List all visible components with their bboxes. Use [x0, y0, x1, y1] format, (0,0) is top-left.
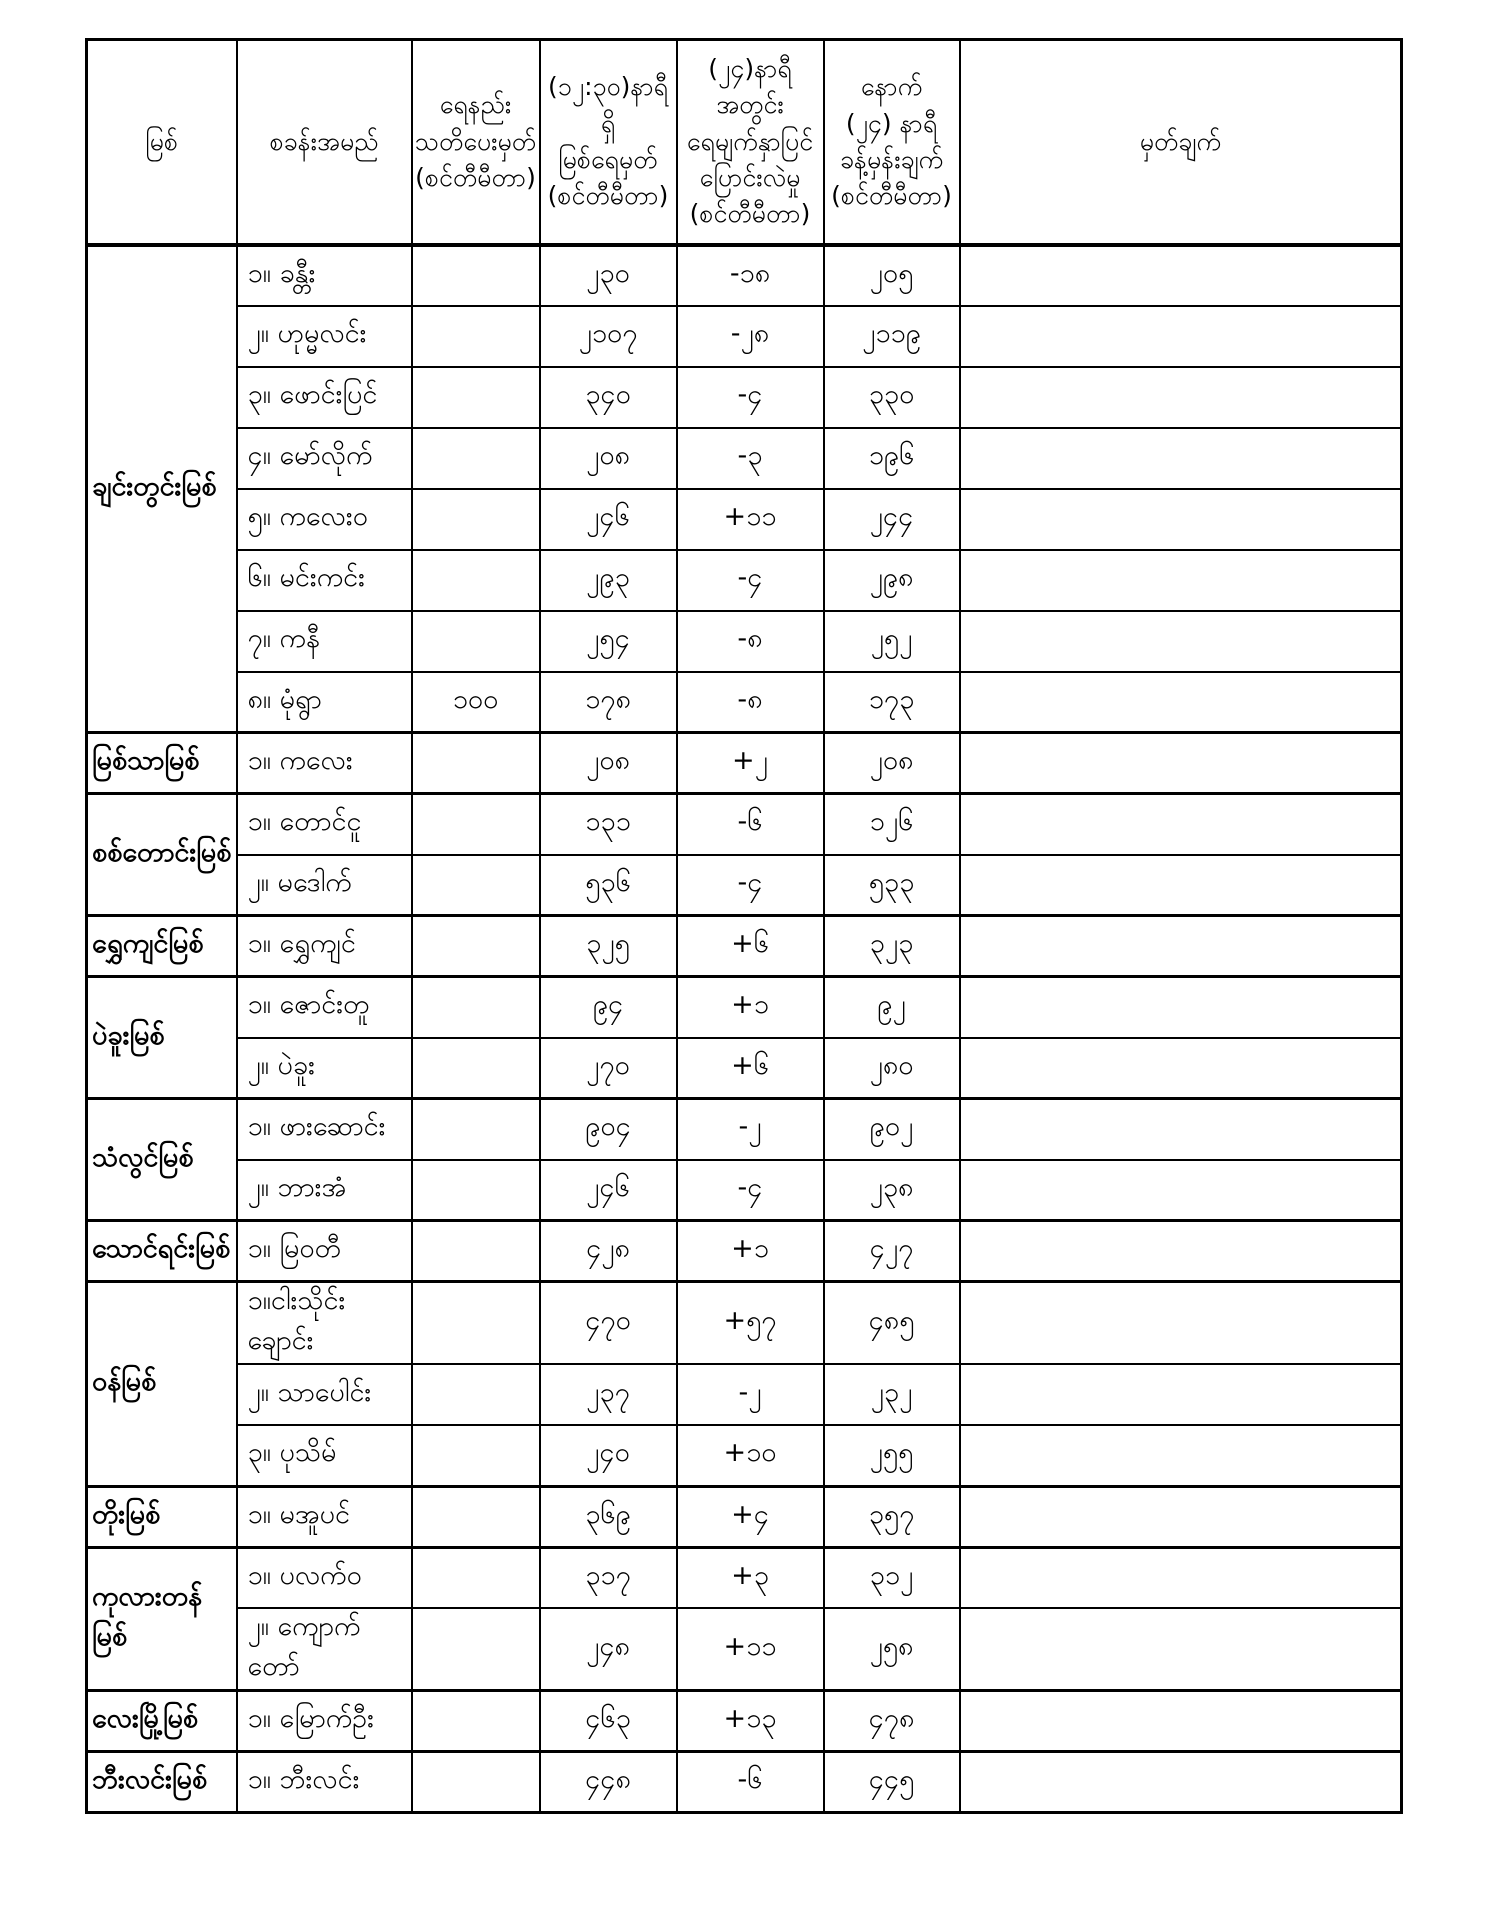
col-header-forecast: နောက် (၂၄) နာရီ ခန့်မှန်းချက် (စင်တီမီတာ)	[824, 40, 960, 245]
station-name-cell: ၇။ ကနီ	[237, 611, 412, 672]
change-24h-cell: -၈	[677, 611, 824, 672]
remark-cell	[960, 794, 1402, 855]
river-name-cell: ရွှေကျင်မြစ်	[87, 916, 237, 977]
warning-level-cell: ၁၀၀	[412, 672, 540, 733]
forecast-24h-cell: ၂၉၈	[824, 550, 960, 611]
table-row	[87, 1282, 1402, 1365]
forecast-24h-cell: ၂၃၈	[824, 1160, 960, 1221]
warning-level-cell	[412, 916, 540, 977]
forecast-24h-cell: ၃၂၃	[824, 916, 960, 977]
remark-cell	[960, 1038, 1402, 1099]
river-name-cell: ပဲခူးမြစ်	[87, 977, 237, 1099]
remark-cell	[960, 1160, 1402, 1221]
current-level-cell: ၂၁၀၇	[540, 306, 677, 367]
station-name-cell: ၁။ တောင်ငူ	[237, 794, 412, 855]
change-24h-cell: -၄	[677, 1160, 824, 1221]
warning-level-cell	[412, 611, 540, 672]
remark-cell	[960, 550, 1402, 611]
station-name-cell: ၂။ ကျောက်တော်	[237, 1608, 412, 1691]
current-level-cell: ၅၃၆	[540, 855, 677, 916]
remark-cell	[960, 916, 1402, 977]
col-header-current: (၁၂:၃၀)နာရီရှိ မြစ်ရေမှတ် (စင်တီမီတာ)	[540, 40, 677, 245]
current-level-cell: ၃၄၀	[540, 367, 677, 428]
station-name-cell: ၁။ ဘီးလင်း	[237, 1752, 412, 1813]
forecast-24h-cell: ၁၉၆	[824, 428, 960, 489]
remark-cell	[960, 428, 1402, 489]
current-level-cell: ၂၄၈	[540, 1608, 677, 1691]
river-name-cell: ဝန်မြစ်	[87, 1282, 237, 1487]
table-row	[87, 1425, 1402, 1486]
table-row	[87, 1364, 1402, 1425]
river-name-cell: တိုးမြစ်	[87, 1486, 237, 1547]
table-body	[87, 245, 1402, 1813]
station-name-cell: ၁။ မအူပင်	[237, 1486, 412, 1547]
remark-cell	[960, 1486, 1402, 1547]
table-row	[87, 916, 1402, 977]
river-name-cell: သံလွင်မြစ်	[87, 1099, 237, 1221]
remark-cell	[960, 1691, 1402, 1752]
forecast-24h-cell: ၂၅၈	[824, 1608, 960, 1691]
table-row	[87, 855, 1402, 916]
change-24h-cell: -၈	[677, 672, 824, 733]
table-row	[87, 489, 1402, 550]
warning-level-cell	[412, 367, 540, 428]
change-24h-cell: -၆	[677, 794, 824, 855]
table-row	[87, 672, 1402, 733]
col-header-change: (၂၄)နာရီအတွင်း ရေမျက်နှာပြင် ပြောင်းလဲမှု (စင်တီမီတာ)	[677, 40, 824, 245]
remark-cell	[960, 1099, 1402, 1160]
change-24h-cell: +၁၀	[677, 1425, 824, 1486]
station-name-cell: ၁။ ဇောင်းတူ	[237, 977, 412, 1038]
forecast-24h-cell: ၃၃၀	[824, 367, 960, 428]
table-row	[87, 428, 1402, 489]
forecast-24h-cell: ၄၇၈	[824, 1691, 960, 1752]
current-level-cell: ၃၆၉	[540, 1486, 677, 1547]
forecast-24h-cell: ၄၂၇	[824, 1221, 960, 1282]
change-24h-cell: -၃	[677, 428, 824, 489]
station-name-cell: ၂။ ဘားအံ	[237, 1160, 412, 1221]
forecast-24h-cell: ၂၁၁၉	[824, 306, 960, 367]
remark-cell	[960, 489, 1402, 550]
station-name-cell: ၁။ ဖားဆောင်း	[237, 1099, 412, 1160]
warning-level-cell	[412, 733, 540, 794]
current-level-cell: ၄၆၃	[540, 1691, 677, 1752]
station-name-cell: ၁။ ခန္တီး	[237, 245, 412, 306]
current-level-cell: ၂၀၈	[540, 428, 677, 489]
col-header-river: မြစ်	[87, 40, 237, 245]
river-name-cell: ဘီးလင်းမြစ်	[87, 1752, 237, 1813]
station-name-cell: ၂။ မဒေါက်	[237, 855, 412, 916]
current-level-cell: ၂၇၀	[540, 1038, 677, 1099]
warning-level-cell	[412, 428, 540, 489]
current-level-cell: ၂၄၆	[540, 489, 677, 550]
change-24h-cell: -၄	[677, 367, 824, 428]
table-row	[87, 1160, 1402, 1221]
station-name-cell: ၂။ ပဲခူး	[237, 1038, 412, 1099]
change-24h-cell: +၅၇	[677, 1282, 824, 1365]
current-level-cell: ၂၄၆	[540, 1160, 677, 1221]
change-24h-cell: +၁	[677, 1221, 824, 1282]
forecast-24h-cell: ၁၂၆	[824, 794, 960, 855]
current-level-cell: ၂၉၃	[540, 550, 677, 611]
remark-cell	[960, 367, 1402, 428]
current-level-cell: ၁၇၈	[540, 672, 677, 733]
forecast-24h-cell: ၂၄၄	[824, 489, 960, 550]
remark-cell	[960, 1425, 1402, 1486]
warning-level-cell	[412, 1608, 540, 1691]
table-row	[87, 611, 1402, 672]
forecast-24h-cell: ၂၅၂	[824, 611, 960, 672]
station-name-cell: ၁။ မြဝတီ	[237, 1221, 412, 1282]
current-level-cell: ၂၅၄	[540, 611, 677, 672]
remark-cell	[960, 672, 1402, 733]
warning-level-cell	[412, 245, 540, 306]
table-row	[87, 306, 1402, 367]
remark-cell	[960, 855, 1402, 916]
warning-level-cell	[412, 489, 540, 550]
current-level-cell: ၂၀၈	[540, 733, 677, 794]
river-name-cell: မြစ်သာမြစ်	[87, 733, 237, 794]
river-name-cell: လေးမြို့မြစ်	[87, 1691, 237, 1752]
current-level-cell: ၂၄၀	[540, 1425, 677, 1486]
col-header-warning: ရေနည်း သတိပေးမှတ် (စင်တီမီတာ)	[412, 40, 540, 245]
warning-level-cell	[412, 1486, 540, 1547]
forecast-24h-cell: ၂၅၅	[824, 1425, 960, 1486]
remark-cell	[960, 1364, 1402, 1425]
table-row	[87, 1547, 1402, 1608]
warning-level-cell	[412, 1221, 540, 1282]
forecast-24h-cell: ၄၈၅	[824, 1282, 960, 1365]
warning-level-cell	[412, 550, 540, 611]
change-24h-cell: +၂	[677, 733, 824, 794]
river-name-cell: ကုလားတန်မြစ်	[87, 1547, 237, 1691]
table-row	[87, 550, 1402, 611]
remark-cell	[960, 1221, 1402, 1282]
forecast-24h-cell: ၃၁၂	[824, 1547, 960, 1608]
change-24h-cell: +၃	[677, 1547, 824, 1608]
remark-cell	[960, 1282, 1402, 1365]
remark-cell	[960, 1752, 1402, 1813]
change-24h-cell: +၁၃	[677, 1691, 824, 1752]
station-name-cell: ၁။ ရွှေကျင်	[237, 916, 412, 977]
change-24h-cell: -၂	[677, 1364, 824, 1425]
station-name-cell: ၁။ငါးသိုင်းချောင်း	[237, 1282, 412, 1365]
forecast-24h-cell: ၉၂	[824, 977, 960, 1038]
table-row	[87, 1608, 1402, 1691]
river-name-cell: သောင်ရင်းမြစ်	[87, 1221, 237, 1282]
station-name-cell: ၄။ မော်လိုက်	[237, 428, 412, 489]
remark-cell	[960, 245, 1402, 306]
forecast-24h-cell: ၅၃၃	[824, 855, 960, 916]
change-24h-cell: +၁	[677, 977, 824, 1038]
warning-level-cell	[412, 1099, 540, 1160]
change-24h-cell: -၄	[677, 855, 824, 916]
station-name-cell: ၁။ ပလက်ဝ	[237, 1547, 412, 1608]
station-name-cell: ၃။ ပုသိမ်	[237, 1425, 412, 1486]
current-level-cell: ၂၃၇	[540, 1364, 677, 1425]
col-header-station: စခန်းအမည်	[237, 40, 412, 245]
current-level-cell: ၄၂၈	[540, 1221, 677, 1282]
change-24h-cell: +၆	[677, 1038, 824, 1099]
remark-cell	[960, 306, 1402, 367]
table-row	[87, 1221, 1402, 1282]
river-name-cell: စစ်တောင်းမြစ်	[87, 794, 237, 916]
header-row	[87, 40, 1402, 245]
station-name-cell: ၁။ မြောက်ဦး	[237, 1691, 412, 1752]
table-row	[87, 977, 1402, 1038]
forecast-24h-cell: ၉၀၂	[824, 1099, 960, 1160]
current-level-cell: ၂၃၀	[540, 245, 677, 306]
warning-level-cell	[412, 1038, 540, 1099]
current-level-cell: ၉၄	[540, 977, 677, 1038]
table-row	[87, 1099, 1402, 1160]
forecast-24h-cell: ၁၇၃	[824, 672, 960, 733]
table-row	[87, 1752, 1402, 1813]
change-24h-cell: -၁၈	[677, 245, 824, 306]
river-water-level-table	[85, 38, 1403, 1814]
forecast-24h-cell: ၂၀၅	[824, 245, 960, 306]
warning-level-cell	[412, 855, 540, 916]
warning-level-cell	[412, 1752, 540, 1813]
forecast-24h-cell: ၄၄၅	[824, 1752, 960, 1813]
station-name-cell: ၅။ ကလေးဝ	[237, 489, 412, 550]
table-row	[87, 1691, 1402, 1752]
current-level-cell: ၄၇၀	[540, 1282, 677, 1365]
remark-cell	[960, 1547, 1402, 1608]
current-level-cell: ၃၁၇	[540, 1547, 677, 1608]
current-level-cell: ၃၂၅	[540, 916, 677, 977]
station-name-cell: ၂။ ဟုမ္မလင်း	[237, 306, 412, 367]
warning-level-cell	[412, 1691, 540, 1752]
change-24h-cell: +၁၁	[677, 1608, 824, 1691]
table-row	[87, 794, 1402, 855]
station-name-cell: ၂။ သာပေါင်း	[237, 1364, 412, 1425]
current-level-cell: ၉၀၄	[540, 1099, 677, 1160]
forecast-24h-cell: ၃၅၇	[824, 1486, 960, 1547]
station-name-cell: ၁။ ကလေး	[237, 733, 412, 794]
warning-level-cell	[412, 1282, 540, 1365]
remark-cell	[960, 733, 1402, 794]
current-level-cell: ၄၄၈	[540, 1752, 677, 1813]
current-level-cell: ၁၃၁	[540, 794, 677, 855]
station-name-cell: ၃။ ဖောင်းပြင်	[237, 367, 412, 428]
change-24h-cell: -၆	[677, 1752, 824, 1813]
warning-level-cell	[412, 306, 540, 367]
change-24h-cell: -၄	[677, 550, 824, 611]
table-header	[87, 40, 1402, 245]
col-header-remark: မှတ်ချက်	[960, 40, 1402, 245]
change-24h-cell: -၂	[677, 1099, 824, 1160]
table-row	[87, 367, 1402, 428]
table-row	[87, 245, 1402, 306]
change-24h-cell: -၂၈	[677, 306, 824, 367]
change-24h-cell: +၄	[677, 1486, 824, 1547]
remark-cell	[960, 1608, 1402, 1691]
change-24h-cell: +၆	[677, 916, 824, 977]
station-name-cell: ၆။ မင်းကင်း	[237, 550, 412, 611]
warning-level-cell	[412, 1364, 540, 1425]
warning-level-cell	[412, 1425, 540, 1486]
forecast-24h-cell: ၂၃၂	[824, 1364, 960, 1425]
river-name-cell: ချင်းတွင်းမြစ်	[87, 245, 237, 733]
forecast-24h-cell: ၂၀၈	[824, 733, 960, 794]
station-name-cell: ၈။ မုံရွာ	[237, 672, 412, 733]
table-row	[87, 733, 1402, 794]
table-row	[87, 1038, 1402, 1099]
warning-level-cell	[412, 1547, 540, 1608]
forecast-24h-cell: ၂၈၀	[824, 1038, 960, 1099]
warning-level-cell	[412, 977, 540, 1038]
remark-cell	[960, 611, 1402, 672]
table-row	[87, 1486, 1402, 1547]
warning-level-cell	[412, 1160, 540, 1221]
warning-level-cell	[412, 794, 540, 855]
remark-cell	[960, 977, 1402, 1038]
change-24h-cell: +၁၁	[677, 489, 824, 550]
